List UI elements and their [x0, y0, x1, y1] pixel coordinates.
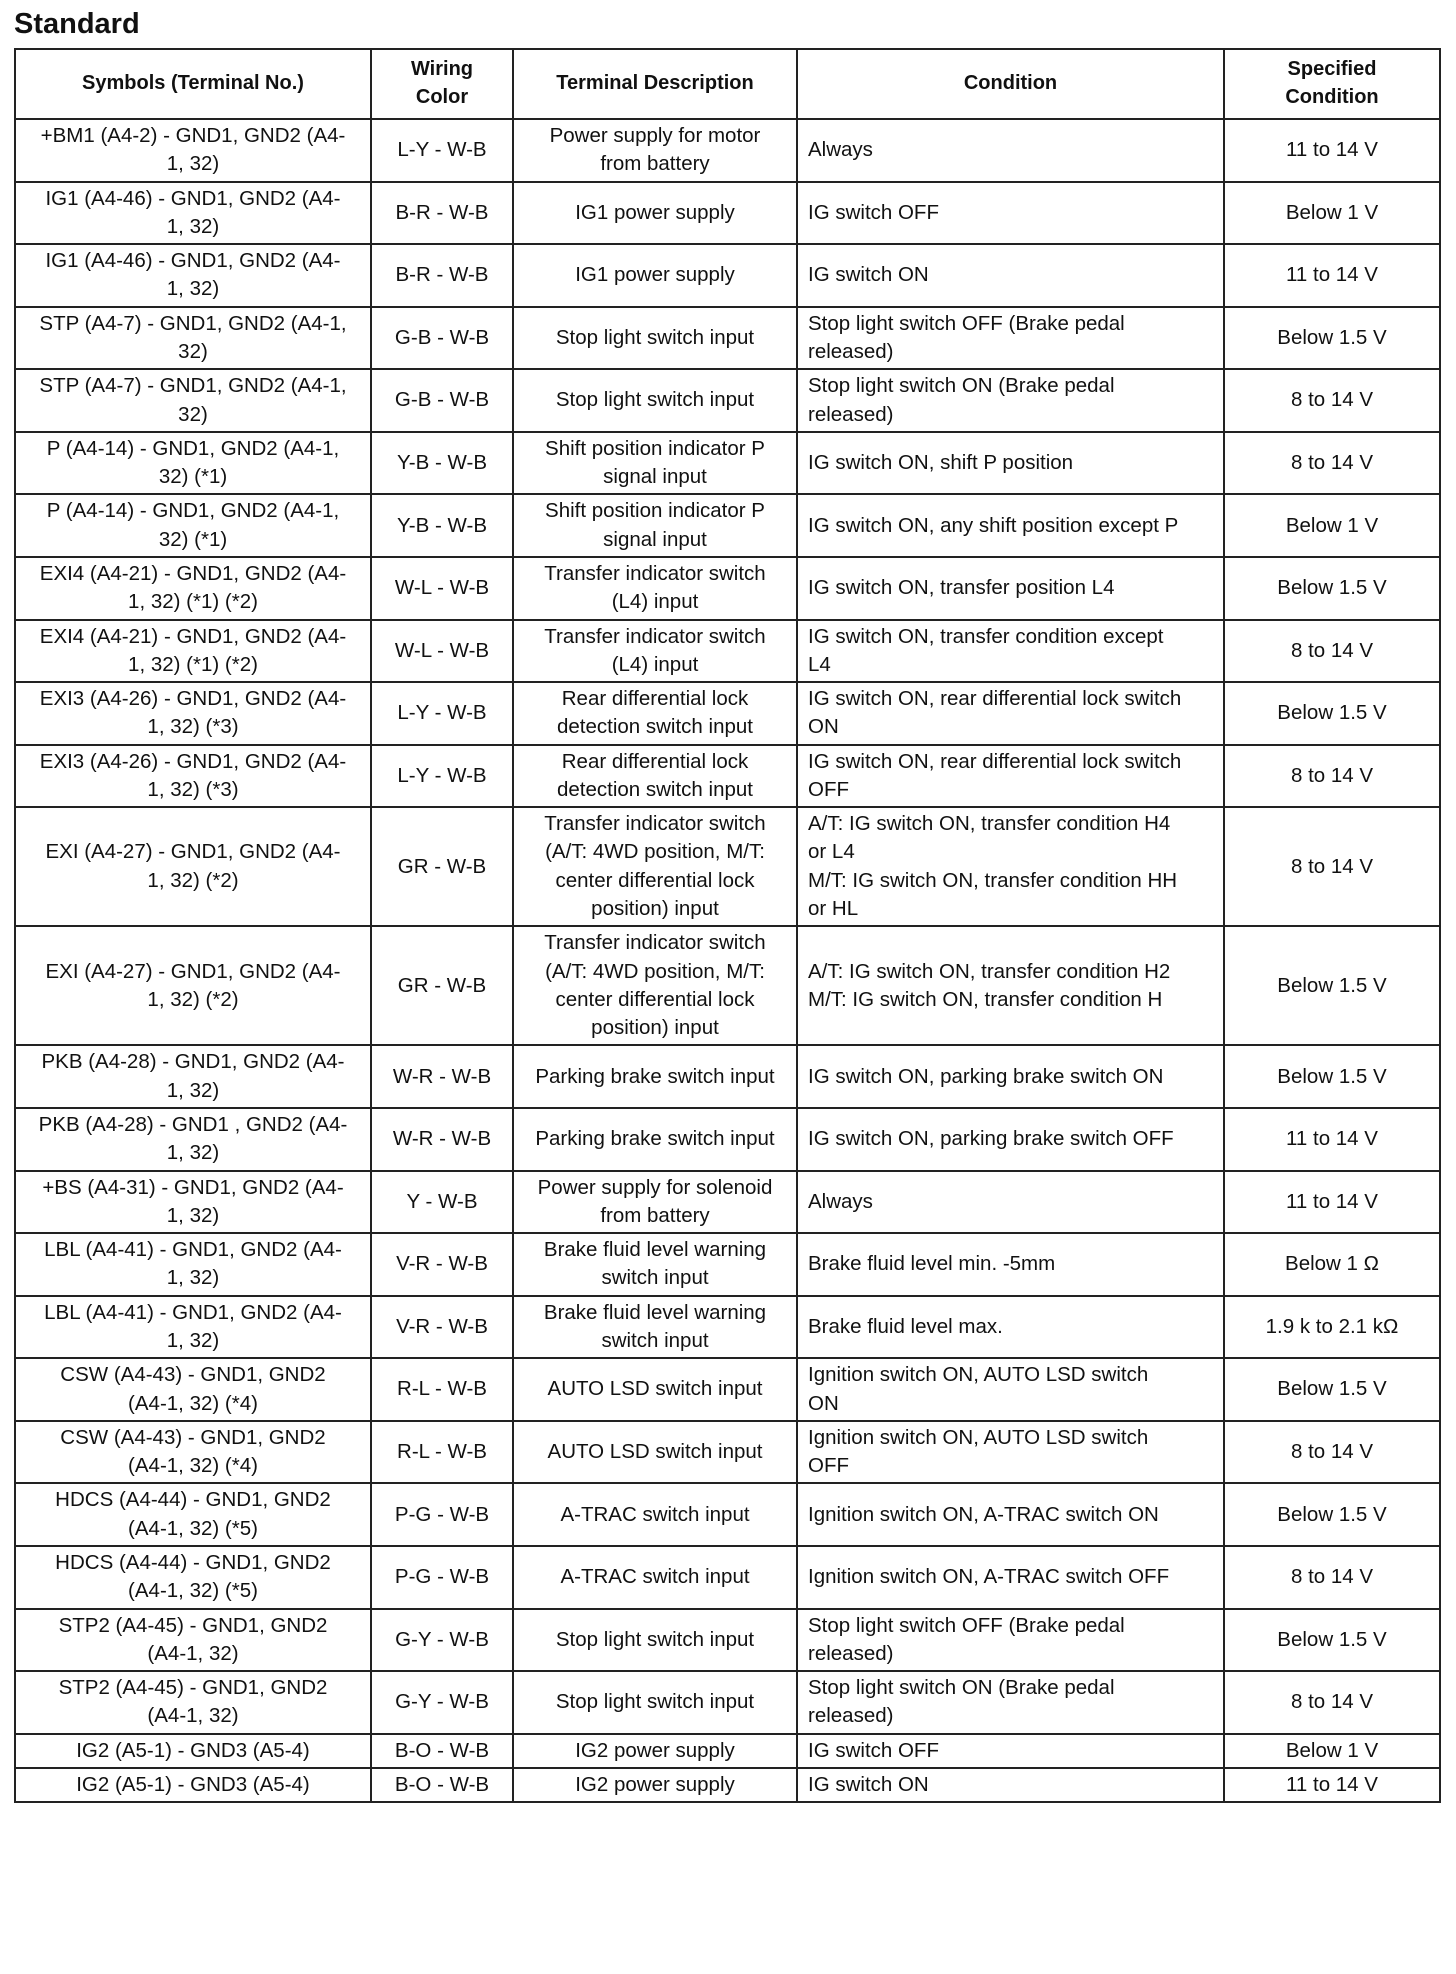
specified-condition-cell: 8 to 14 V: [1224, 369, 1440, 432]
wiring-color-cell: G-Y - W-B: [371, 1609, 513, 1672]
column-header-condition: Condition: [797, 49, 1224, 119]
condition-cell: IG switch OFF: [797, 182, 1224, 245]
terminal-symbol-cell: EXI4 (A4-21) - GND1, GND2 (A4- 1, 32) (*1) (*2): [15, 620, 371, 683]
terminal-description-cell: IG1 power supply: [513, 182, 797, 245]
column-header-wiring-color: Wiring Color: [371, 49, 513, 119]
wiring-color-cell: B-R - W-B: [371, 182, 513, 245]
wiring-color-cell: V-R - W-B: [371, 1296, 513, 1359]
terminal-symbol-cell: IG1 (A4-46) - GND1, GND2 (A4- 1, 32): [15, 244, 371, 307]
specified-condition-cell: 11 to 14 V: [1224, 1768, 1440, 1802]
terminal-description-cell: Power supply for solenoid from battery: [513, 1171, 797, 1234]
terminal-spec-table: [14, 48, 1441, 1803]
table-row: [15, 1768, 1440, 1802]
specified-condition-cell: Below 1.5 V: [1224, 926, 1440, 1045]
table-row: [15, 1296, 1440, 1359]
terminal-symbol-cell: STP (A4-7) - GND1, GND2 (A4-1, 32): [15, 307, 371, 370]
terminal-description-cell: Stop light switch input: [513, 1671, 797, 1734]
condition-cell: IG switch ON, rear differential lock switch ON: [797, 682, 1224, 745]
terminal-symbol-cell: EXI4 (A4-21) - GND1, GND2 (A4- 1, 32) (*1) (*2): [15, 557, 371, 620]
wiring-color-cell: G-Y - W-B: [371, 1671, 513, 1734]
wiring-color-cell: B-R - W-B: [371, 244, 513, 307]
terminal-description-cell: Rear differential lock detection switch input: [513, 682, 797, 745]
condition-cell: Stop light switch ON (Brake pedal released): [797, 1671, 1224, 1734]
wiring-color-cell: B-O - W-B: [371, 1734, 513, 1768]
terminal-symbol-cell: STP2 (A4-45) - GND1, GND2 (A4-1, 32): [15, 1609, 371, 1672]
specified-condition-cell: Below 1.5 V: [1224, 1609, 1440, 1672]
condition-cell: IG switch ON, transfer position L4: [797, 557, 1224, 620]
terminal-description-cell: IG2 power supply: [513, 1734, 797, 1768]
terminal-symbol-cell: LBL (A4-41) - GND1, GND2 (A4- 1, 32): [15, 1233, 371, 1296]
terminal-description-cell: AUTO LSD switch input: [513, 1358, 797, 1421]
condition-cell: IG switch ON: [797, 1768, 1224, 1802]
wiring-color-cell: Y - W-B: [371, 1171, 513, 1234]
terminal-description-cell: Parking brake switch input: [513, 1045, 797, 1108]
wiring-color-cell: W-R - W-B: [371, 1045, 513, 1108]
specified-condition-cell: 8 to 14 V: [1224, 432, 1440, 495]
table-row: [15, 182, 1440, 245]
terminal-description-cell: Stop light switch input: [513, 369, 797, 432]
terminal-description-cell: Stop light switch input: [513, 307, 797, 370]
table-row: [15, 926, 1440, 1045]
terminal-symbol-cell: CSW (A4-43) - GND1, GND2 (A4-1, 32) (*4): [15, 1358, 371, 1421]
specified-condition-cell: 8 to 14 V: [1224, 1421, 1440, 1484]
table-row: [15, 1358, 1440, 1421]
table-row: [15, 557, 1440, 620]
condition-cell: IG switch ON: [797, 244, 1224, 307]
wiring-color-cell: L-Y - W-B: [371, 119, 513, 182]
specified-condition-cell: 8 to 14 V: [1224, 1546, 1440, 1609]
wiring-color-cell: Y-B - W-B: [371, 432, 513, 495]
condition-cell: Brake fluid level min. -5mm: [797, 1233, 1224, 1296]
specified-condition-cell: Below 1.5 V: [1224, 1483, 1440, 1546]
column-header-symbols: Symbols (Terminal No.): [15, 49, 371, 119]
specified-condition-cell: 11 to 14 V: [1224, 119, 1440, 182]
terminal-description-cell: A-TRAC switch input: [513, 1546, 797, 1609]
specified-condition-cell: 11 to 14 V: [1224, 1108, 1440, 1171]
terminal-symbol-cell: CSW (A4-43) - GND1, GND2 (A4-1, 32) (*4): [15, 1421, 371, 1484]
terminal-description-cell: IG2 power supply: [513, 1768, 797, 1802]
wiring-color-cell: L-Y - W-B: [371, 745, 513, 808]
condition-cell: Ignition switch ON, AUTO LSD switch OFF: [797, 1421, 1224, 1484]
table-row: [15, 1421, 1440, 1484]
specified-condition-cell: 8 to 14 V: [1224, 745, 1440, 808]
table-row: [15, 1483, 1440, 1546]
wiring-color-cell: P-G - W-B: [371, 1483, 513, 1546]
condition-cell: IG switch ON, transfer condition except L4: [797, 620, 1224, 683]
specified-condition-cell: Below 1 Ω: [1224, 1233, 1440, 1296]
wiring-color-cell: B-O - W-B: [371, 1768, 513, 1802]
terminal-symbol-cell: EXI3 (A4-26) - GND1, GND2 (A4- 1, 32) (*3): [15, 682, 371, 745]
wiring-color-cell: V-R - W-B: [371, 1233, 513, 1296]
terminal-symbol-cell: LBL (A4-41) - GND1, GND2 (A4- 1, 32): [15, 1296, 371, 1359]
terminal-description-cell: Brake fluid level warning switch input: [513, 1233, 797, 1296]
table-row: [15, 1671, 1440, 1734]
wiring-color-cell: L-Y - W-B: [371, 682, 513, 745]
condition-cell: IG switch ON, shift P position: [797, 432, 1224, 495]
wiring-color-cell: GR - W-B: [371, 926, 513, 1045]
specified-condition-cell: 11 to 14 V: [1224, 244, 1440, 307]
table-row: [15, 494, 1440, 557]
specified-condition-cell: Below 1.5 V: [1224, 1045, 1440, 1108]
condition-cell: Ignition switch ON, AUTO LSD switch ON: [797, 1358, 1224, 1421]
wiring-color-cell: Y-B - W-B: [371, 494, 513, 557]
terminal-symbol-cell: EXI (A4-27) - GND1, GND2 (A4- 1, 32) (*2): [15, 807, 371, 926]
specified-condition-cell: Below 1 V: [1224, 182, 1440, 245]
condition-cell: A/T: IG switch ON, transfer condition H4 or L4 M/T: IG switch ON, transfer condition HH or HL: [797, 807, 1224, 926]
table-row: [15, 1233, 1440, 1296]
table-row: [15, 682, 1440, 745]
specified-condition-cell: Below 1.5 V: [1224, 682, 1440, 745]
terminal-description-cell: A-TRAC switch input: [513, 1483, 797, 1546]
header-row: [15, 49, 1440, 119]
terminal-symbol-cell: IG2 (A5-1) - GND3 (A5-4): [15, 1734, 371, 1768]
wiring-color-cell: W-L - W-B: [371, 557, 513, 620]
specified-condition-cell: 8 to 14 V: [1224, 807, 1440, 926]
terminal-symbol-cell: EXI3 (A4-26) - GND1, GND2 (A4- 1, 32) (*3): [15, 745, 371, 808]
condition-cell: Ignition switch ON, A-TRAC switch ON: [797, 1483, 1224, 1546]
terminal-description-cell: Transfer indicator switch (A/T: 4WD position, M/T: center differential lock position) input: [513, 807, 797, 926]
terminal-symbol-cell: P (A4-14) - GND1, GND2 (A4-1, 32) (*1): [15, 494, 371, 557]
condition-cell: IG switch OFF: [797, 1734, 1224, 1768]
terminal-symbol-cell: IG2 (A5-1) - GND3 (A5-4): [15, 1768, 371, 1802]
wiring-color-cell: W-L - W-B: [371, 620, 513, 683]
terminal-description-cell: Shift position indicator P signal input: [513, 494, 797, 557]
wiring-color-cell: R-L - W-B: [371, 1358, 513, 1421]
condition-cell: Always: [797, 1171, 1224, 1234]
terminal-description-cell: IG1 power supply: [513, 244, 797, 307]
terminal-symbol-cell: +BS (A4-31) - GND1, GND2 (A4- 1, 32): [15, 1171, 371, 1234]
terminal-description-cell: Rear differential lock detection switch input: [513, 745, 797, 808]
terminal-description-cell: Transfer indicator switch (L4) input: [513, 620, 797, 683]
condition-cell: A/T: IG switch ON, transfer condition H2 M/T: IG switch ON, transfer condition H: [797, 926, 1224, 1045]
terminal-symbol-cell: +BM1 (A4-2) - GND1, GND2 (A4- 1, 32): [15, 119, 371, 182]
condition-cell: Stop light switch ON (Brake pedal released): [797, 369, 1224, 432]
terminal-description-cell: Parking brake switch input: [513, 1108, 797, 1171]
table-row: [15, 620, 1440, 683]
terminal-symbol-cell: P (A4-14) - GND1, GND2 (A4-1, 32) (*1): [15, 432, 371, 495]
wiring-color-cell: GR - W-B: [371, 807, 513, 926]
terminal-description-cell: Power supply for motor from battery: [513, 119, 797, 182]
table-row: [15, 432, 1440, 495]
terminal-symbol-cell: PKB (A4-28) - GND1 , GND2 (A4- 1, 32): [15, 1108, 371, 1171]
specified-condition-cell: 11 to 14 V: [1224, 1171, 1440, 1234]
condition-cell: IG switch ON, parking brake switch OFF: [797, 1108, 1224, 1171]
specified-condition-cell: 8 to 14 V: [1224, 1671, 1440, 1734]
terminal-description-cell: AUTO LSD switch input: [513, 1421, 797, 1484]
table-row: [15, 369, 1440, 432]
terminal-description-cell: Transfer indicator switch (L4) input: [513, 557, 797, 620]
table-row: [15, 807, 1440, 926]
terminal-description-cell: Shift position indicator P signal input: [513, 432, 797, 495]
wiring-color-cell: G-B - W-B: [371, 369, 513, 432]
table-row: [15, 244, 1440, 307]
wiring-color-cell: R-L - W-B: [371, 1421, 513, 1484]
specified-condition-cell: Below 1.5 V: [1224, 307, 1440, 370]
terminal-symbol-cell: HDCS (A4-44) - GND1, GND2 (A4-1, 32) (*5): [15, 1546, 371, 1609]
terminal-symbol-cell: EXI (A4-27) - GND1, GND2 (A4- 1, 32) (*2): [15, 926, 371, 1045]
condition-cell: Stop light switch OFF (Brake pedal released): [797, 1609, 1224, 1672]
page-title: Standard: [14, 8, 140, 40]
table-row: [15, 1546, 1440, 1609]
specified-condition-cell: 8 to 14 V: [1224, 620, 1440, 683]
wiring-color-cell: P-G - W-B: [371, 1546, 513, 1609]
specified-condition-cell: Below 1.5 V: [1224, 1358, 1440, 1421]
terminal-description-cell: Brake fluid level warning switch input: [513, 1296, 797, 1359]
table-row: [15, 1108, 1440, 1171]
specified-condition-cell: 1.9 k to 2.1 kΩ: [1224, 1296, 1440, 1359]
column-header-specified-condition: Specified Condition: [1224, 49, 1440, 119]
condition-cell: Ignition switch ON, A-TRAC switch OFF: [797, 1546, 1224, 1609]
table-row: [15, 1045, 1440, 1108]
condition-cell: IG switch ON, rear differential lock switch OFF: [797, 745, 1224, 808]
wiring-color-cell: G-B - W-B: [371, 307, 513, 370]
table-row: [15, 1734, 1440, 1768]
specified-condition-cell: Below 1 V: [1224, 1734, 1440, 1768]
terminal-description-cell: Stop light switch input: [513, 1609, 797, 1672]
terminal-description-cell: Transfer indicator switch (A/T: 4WD position, M/T: center differential lock position) input: [513, 926, 797, 1045]
terminal-symbol-cell: IG1 (A4-46) - GND1, GND2 (A4- 1, 32): [15, 182, 371, 245]
table-row: [15, 745, 1440, 808]
terminal-symbol-cell: STP2 (A4-45) - GND1, GND2 (A4-1, 32): [15, 1671, 371, 1734]
table-row: [15, 1171, 1440, 1234]
terminal-symbol-cell: HDCS (A4-44) - GND1, GND2 (A4-1, 32) (*5): [15, 1483, 371, 1546]
condition-cell: IG switch ON, parking brake switch ON: [797, 1045, 1224, 1108]
table-body: [15, 119, 1440, 1802]
condition-cell: IG switch ON, any shift position except P: [797, 494, 1224, 557]
condition-cell: Always: [797, 119, 1224, 182]
table-row: [15, 119, 1440, 182]
specified-condition-cell: Below 1 V: [1224, 494, 1440, 557]
wiring-color-cell: W-R - W-B: [371, 1108, 513, 1171]
terminal-symbol-cell: STP (A4-7) - GND1, GND2 (A4-1, 32): [15, 369, 371, 432]
table-header: [15, 49, 1440, 119]
condition-cell: Brake fluid level max.: [797, 1296, 1224, 1359]
terminal-symbol-cell: PKB (A4-28) - GND1, GND2 (A4- 1, 32): [15, 1045, 371, 1108]
specified-condition-cell: Below 1.5 V: [1224, 557, 1440, 620]
table-row: [15, 307, 1440, 370]
condition-cell: Stop light switch OFF (Brake pedal released): [797, 307, 1224, 370]
column-header-terminal-description: Terminal Description: [513, 49, 797, 119]
table-row: [15, 1609, 1440, 1672]
